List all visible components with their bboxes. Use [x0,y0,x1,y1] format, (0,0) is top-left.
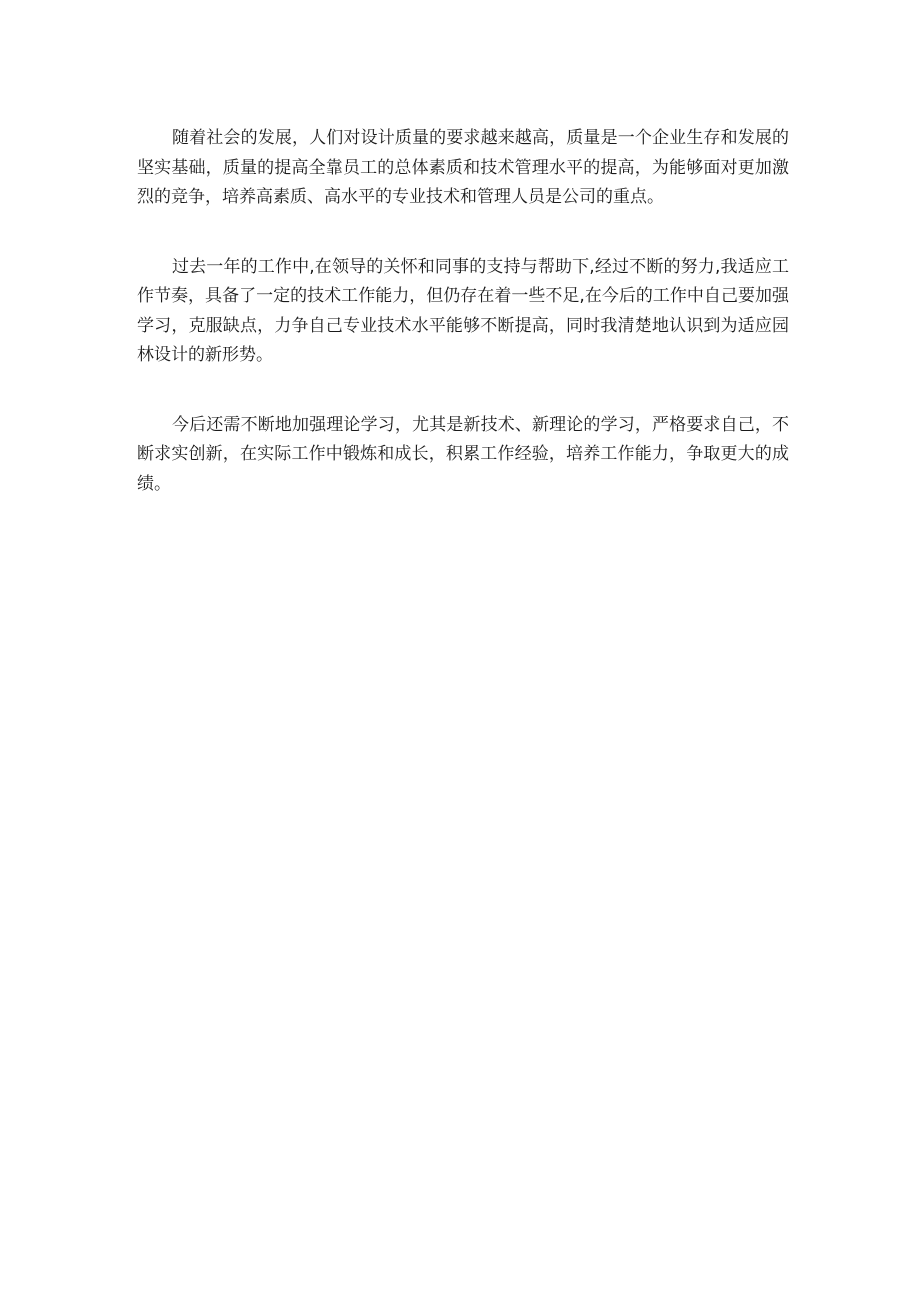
paragraph-3: 今后还需不断地加强理论学习，尤其是新技术、新理论的学习，严格要求自己，不断求实创新，在实际工作中锻炼和成长，积累工作经验，培养工作能力，争取更大的成绩。 [137,414,789,494]
paragraph-1: 随着社会的发展，人们对设计质量的要求越来越高，质量是一个企业生存和发展的坚实基础，质量的提高全靠员工的总体素质和技术管理水平的提高，为能够面对更加激烈的竞争，培养高素质、高水平的专业技术和管理人员是公司的重点。 [137,128,789,207]
document-body [137,124,789,539]
paragraph-2: 过去一年的工作中,在领导的关怀和同事的支持与帮助下,经过不断的努力,我适应工作节奏，具备了一定的技术工作能力，但仍存在着一些不足,在今后的工作中自己要加强学习，克服缺点，力争自己专业技术水平能够不断提高，同时我清楚地认识到为适应园林设计的新形势。 [137,256,789,365]
